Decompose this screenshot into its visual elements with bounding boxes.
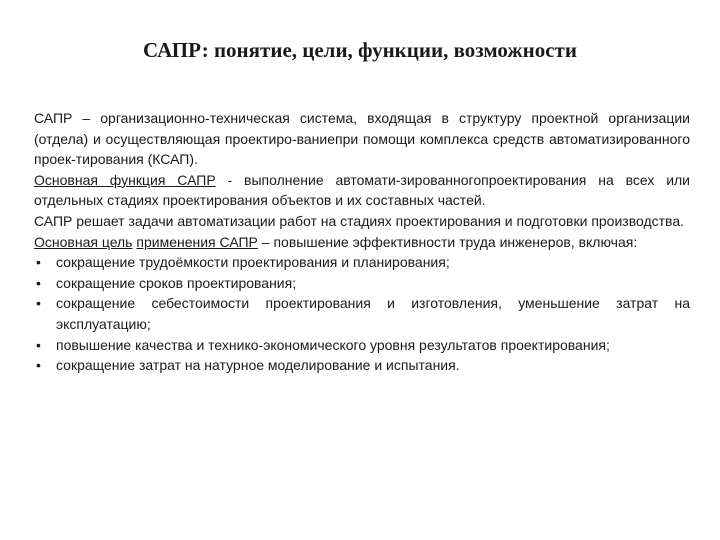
main-goal-text: – повышение эффективности труда инженеров, включая: <box>257 233 638 250</box>
list-item-text: сокращение себестоимости проектирования и изготовления, уменьшение затрат на эксплуатацию; <box>56 295 690 332</box>
list-item <box>34 335 690 356</box>
slide-body <box>34 108 690 376</box>
main-function-paragraph <box>34 170 690 211</box>
list-item-text: сокращение трудоёмкости проектирования и планирования; <box>56 254 450 271</box>
list-item-text: повышение качества и технико-экономического уровня результатов проектирования; <box>56 336 610 353</box>
bullet-icon: • <box>36 357 41 374</box>
definition-paragraph: САПР – организационно-техническая система, входящая в структуру проектной организации (отдела) и осуществляющая проектиро-ваниепри помощи комплекса средств автоматизированного проек-тирования (КСАП). <box>34 110 690 168</box>
main-goal-label-application: применения САПР <box>136 233 258 250</box>
tasks-paragraph: САПР решает задачи автоматизации работ на стадиях проектирования и подготовки производства. <box>34 212 685 229</box>
main-function-label: Основная функция САПР <box>34 171 216 188</box>
bullet-icon: • <box>36 274 41 291</box>
slide-title: САПР: понятие, цели, функции, возможности <box>143 38 577 62</box>
list-item-text: сокращение затрат на натурное моделирование и испытания. <box>56 357 460 374</box>
list-item <box>34 355 690 376</box>
goals-list <box>34 252 690 376</box>
list-item-text: сокращение сроков проектирования; <box>56 274 297 291</box>
main-function-text: - выполнение автомати-зированногопроектирования на всех или отдельных стадиях проектирования объектов и их составных частей. <box>34 171 690 209</box>
bullet-icon: • <box>36 254 41 271</box>
list-item <box>34 252 690 273</box>
list-item <box>34 293 690 334</box>
list-item <box>34 273 690 294</box>
main-goal-paragraph <box>34 232 690 253</box>
main-goal-label: Основная цель <box>34 233 133 250</box>
bullet-icon: • <box>36 336 41 353</box>
bullet-icon: • <box>36 295 41 312</box>
